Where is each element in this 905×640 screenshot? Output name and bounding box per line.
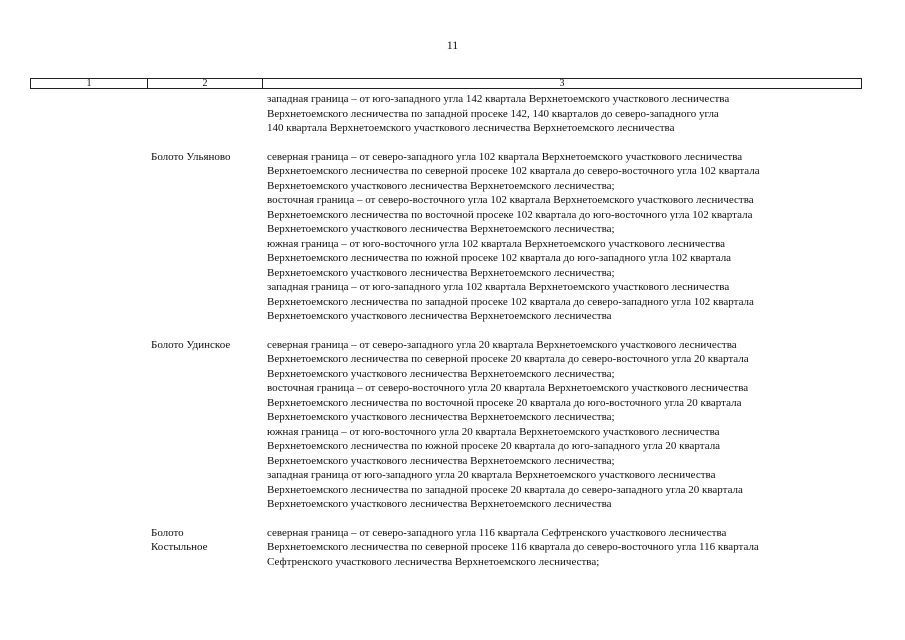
bog-name-line: Болото Удинское bbox=[151, 338, 231, 351]
boundary-line: северная граница – от северо-западного угла 116 квартала Сефтренского участкового лесничества bbox=[267, 526, 727, 539]
boundary-line: Верхнетоемского лесничества по западной просеке 102 квартала до северо-западного угла 102 квартала bbox=[267, 295, 754, 308]
bog-entry bbox=[0, 150, 905, 324]
boundary-line: Верхнетоемского участкового лесничества Верхнетоемского лесничества bbox=[267, 310, 612, 322]
boundary-line: Верхнетоемского участкового лесничества Верхнетоемского лесничества; bbox=[267, 266, 615, 279]
boundary-line: Верхнетоемского участкового лесничества Верхнетоемского лесничества; bbox=[267, 223, 615, 235]
boundary-description bbox=[267, 526, 759, 570]
table-header-col-1: 1 bbox=[86, 78, 92, 89]
boundary-line: Верхнетоемского участкового лесничества Верхнетоемского лесничества bbox=[267, 498, 612, 510]
boundary-line: Верхнетоемского лесничества по северной просеке 20 квартала до северо-восточного угла 20 квартала bbox=[267, 353, 749, 365]
bog-entry bbox=[0, 526, 905, 570]
boundary-line: 140 квартала Верхнетоемского участкового лесничества Верхнетоемского лесничества bbox=[267, 122, 675, 134]
boundary-line: Верхнетоемского лесничества по северной просеке 116 квартала до северо-восточного угла 116 квартала bbox=[267, 541, 759, 553]
boundary-line: Верхнетоемского лесничества по южной просеке 20 квартала до юго-западного угла 20 квартала bbox=[267, 440, 721, 452]
bog-name bbox=[0, 526, 271, 570]
bog-name bbox=[0, 150, 271, 324]
boundary-line: восточная граница – от северо-восточного угла 20 квартала Верхнетоемского участкового лесничества bbox=[267, 382, 749, 394]
boundary-line: южная граница – от юго-восточного угла 102 квартала Верхнетоемского участкового лесничества bbox=[267, 237, 726, 250]
boundary-line: Верхнетоемского лесничества по западной просеке 20 квартала до северо-западного угла 20 квартала bbox=[267, 483, 743, 496]
bog-entry bbox=[0, 92, 905, 136]
boundary-line: западная граница от юго-западного угла 20 квартала Верхнетоемского участкового лесничества bbox=[267, 469, 716, 481]
boundary-line: Верхнетоемского участкового лесничества Верхнетоемского лесничества; bbox=[267, 411, 615, 423]
boundary-line: Верхнетоемского участкового лесничества Верхнетоемского лесничества; bbox=[267, 367, 615, 380]
boundary-line: восточная граница – от северо-восточного угла 102 квартала Верхнетоемского участкового лесничества bbox=[267, 194, 754, 206]
document-body bbox=[0, 92, 905, 569]
boundary-description bbox=[267, 150, 760, 324]
bog-name-line: Болото Ульяново bbox=[151, 150, 231, 163]
boundary-line: южная граница – от юго-восточного угла 20 квартала Верхнетоемского участкового лесничества bbox=[267, 425, 720, 438]
table-header-row bbox=[30, 78, 862, 89]
boundary-description bbox=[267, 338, 749, 512]
table-header-col-2: 2 bbox=[147, 79, 262, 88]
bog-name-line: Болото bbox=[151, 526, 184, 539]
bog-name bbox=[0, 92, 271, 136]
bog-name-line: Костыльное bbox=[151, 541, 208, 553]
boundary-line: Верхнетоемского лесничества по северной просеке 102 квартала до северо-восточного угла 102 квартала bbox=[267, 165, 760, 177]
boundary-line: Верхнетоемского лесничества по южной просеке 102 квартала до юго-западного угла 102 квартала bbox=[267, 252, 732, 264]
boundary-line: западная граница – от юго-западного угла 102 квартала Верхнетоемского участкового лесничества bbox=[267, 281, 730, 293]
boundary-line: северная граница – от северо-западного угла 20 квартала Верхнетоемского участкового лесничества bbox=[267, 338, 737, 351]
boundary-description bbox=[267, 92, 729, 136]
boundary-line: Верхнетоемского участкового лесничества Верхнетоемского лесничества; bbox=[267, 179, 615, 192]
boundary-line: западная граница – от юго-западного угла 142 квартала Верхнетоемского участкового лесничества bbox=[267, 93, 730, 105]
bog-name bbox=[0, 338, 271, 512]
page-number: 11 bbox=[446, 38, 459, 52]
boundary-line: Верхнетоемского лесничества по восточной просеке 20 квартала до юго-восточного угла 20 квартала bbox=[267, 396, 742, 409]
boundary-line: северная граница – от северо-западного угла 102 квартала Верхнетоемского участкового лесничества bbox=[267, 150, 743, 163]
boundary-line: Верхнетоемского участкового лесничества Верхнетоемского лесничества; bbox=[267, 454, 615, 467]
boundary-line: Сефтренского участкового лесничества Верхнетоемского лесничества; bbox=[267, 555, 600, 568]
boundary-line: Верхнетоемского лесничества по восточной просеке 102 квартала до юго-восточного угла 102 квартала bbox=[267, 208, 753, 221]
table-header-col-3: 3 bbox=[262, 79, 861, 88]
bog-entry bbox=[0, 338, 905, 512]
boundary-line: Верхнетоемского лесничества по западной просеке 142, 140 кварталов до северо-западного угла bbox=[267, 107, 719, 120]
